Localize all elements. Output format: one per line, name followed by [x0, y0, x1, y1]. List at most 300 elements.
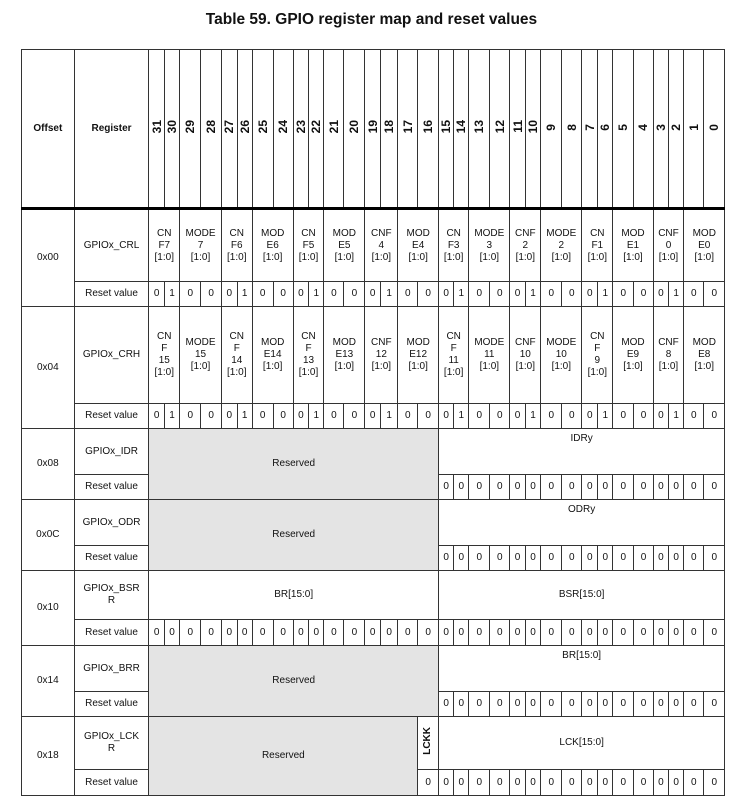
offset-cell: 0x08 — [22, 429, 75, 500]
bit-header-14 — [454, 50, 469, 209]
offset-header: Offset — [22, 50, 75, 209]
bit-number: 10 — [526, 119, 540, 134]
reset-bit: 1 — [237, 404, 252, 429]
reset-bit: 0 — [490, 475, 510, 500]
reset-bit: 0 — [653, 404, 668, 429]
reset-bit: 0 — [653, 770, 668, 796]
bit-field: MOD E1 [1:0] — [613, 209, 653, 282]
bit-number: 3 — [653, 123, 668, 131]
reset-bit: 0 — [613, 404, 634, 429]
reset-bit: 0 — [164, 620, 179, 646]
bit-header-0 — [704, 50, 725, 209]
register-name: GPIOx_BRR — [74, 646, 149, 692]
reset-bit: 0 — [510, 404, 525, 429]
reset-bit: 0 — [398, 404, 418, 429]
reset-bit: 0 — [293, 620, 309, 646]
bit-field: LCK[15:0] — [439, 717, 725, 770]
bit-number: 20 — [347, 119, 362, 134]
bit-header-11 — [510, 50, 525, 209]
bit-field: MOD E12 [1:0] — [398, 307, 439, 404]
reset-bit: 0 — [454, 475, 469, 500]
bit-number: 5 — [616, 123, 631, 131]
bit-header-3 — [653, 50, 668, 209]
bit-header-23 — [293, 50, 309, 209]
bit-number: 17 — [400, 119, 415, 134]
register-row — [22, 209, 725, 282]
reset-bit: 1 — [669, 282, 684, 307]
bit-number: 16 — [421, 119, 436, 134]
bit-header-9 — [541, 50, 562, 209]
bit-field: CN F6 [1:0] — [221, 209, 252, 282]
reset-bit: 0 — [634, 546, 653, 571]
reset-value-label: Reset value — [74, 692, 149, 717]
header-row — [22, 50, 725, 209]
reset-bit: 0 — [273, 282, 293, 307]
reset-bit: 0 — [469, 546, 490, 571]
bit-field: MOD E9 [1:0] — [613, 307, 653, 404]
bit-header-24 — [273, 50, 293, 209]
table-title: Table 59. GPIO register map and reset values — [205, 11, 538, 28]
reset-bit: 0 — [634, 692, 653, 717]
reset-bit: 0 — [510, 282, 525, 307]
reset-bit: 1 — [454, 404, 469, 429]
register-row — [22, 500, 725, 546]
reset-bit: 0 — [669, 692, 684, 717]
reset-bit: 0 — [273, 404, 293, 429]
reset-bit: 0 — [221, 620, 237, 646]
reset-bit: 0 — [684, 404, 704, 429]
bit-field: MODE 7 [1:0] — [180, 209, 222, 282]
bit-header-21 — [324, 50, 344, 209]
bit-number: 8 — [564, 123, 579, 131]
bit-number: 13 — [472, 119, 487, 134]
reset-bit: 0 — [598, 475, 613, 500]
reset-bit: 0 — [324, 282, 344, 307]
bit-header-19 — [365, 50, 381, 209]
reset-bit: 0 — [684, 546, 704, 571]
bit-field: MOD E13 [1:0] — [324, 307, 365, 404]
register-name: GPIOx_IDR — [74, 429, 149, 475]
reset-value-label: Reset value — [74, 282, 149, 307]
reset-bit: 0 — [324, 404, 344, 429]
register-row — [22, 307, 725, 404]
reset-bit: 0 — [221, 404, 237, 429]
bit-field: CNF 4 [1:0] — [365, 209, 398, 282]
reset-bit: 0 — [634, 475, 653, 500]
reset-bit: 0 — [490, 404, 510, 429]
reset-bit: 0 — [510, 546, 525, 571]
reset-bit: 0 — [439, 404, 454, 429]
bit-number: 18 — [382, 119, 397, 134]
reset-value-label: Reset value — [74, 620, 149, 646]
reset-bit: 0 — [634, 770, 653, 796]
reset-bit: 0 — [439, 692, 454, 717]
reset-bit: 0 — [381, 620, 398, 646]
bit-number: 11 — [510, 120, 525, 133]
reserved-cell: Reserved — [149, 646, 439, 717]
reset-bit: 0 — [525, 620, 541, 646]
bit-number: 26 — [237, 119, 252, 134]
reset-bit: 0 — [582, 770, 598, 796]
reset-bit: 0 — [293, 404, 309, 429]
reset-bit: 0 — [490, 282, 510, 307]
reset-bit: 0 — [273, 620, 293, 646]
bit-header-6 — [598, 50, 613, 209]
bit-number: 2 — [669, 123, 684, 131]
reset-bit: 0 — [541, 282, 562, 307]
reset-value-row — [22, 282, 725, 307]
reset-bit: 0 — [309, 620, 324, 646]
reset-bit: 1 — [525, 404, 541, 429]
reset-bit: 0 — [490, 770, 510, 796]
reset-bit: 0 — [510, 692, 525, 717]
reset-bit: 1 — [164, 404, 179, 429]
bit-number: 22 — [309, 119, 324, 134]
bit-field: MOD E8 [1:0] — [684, 307, 725, 404]
bit-header-8 — [562, 50, 582, 209]
reset-bit: 0 — [669, 546, 684, 571]
bit-field: MODE 10 [1:0] — [541, 307, 582, 404]
bit-header-22 — [309, 50, 324, 209]
bit-header-29 — [180, 50, 201, 209]
reset-bit: 0 — [454, 546, 469, 571]
bit-number: 1 — [686, 123, 701, 131]
bit-header-15 — [439, 50, 454, 209]
reset-bit: 0 — [684, 282, 704, 307]
bit-field: CN F 14 [1:0] — [221, 307, 252, 404]
register-name: GPIOx_ODR — [74, 500, 149, 546]
reset-bit: 0 — [510, 620, 525, 646]
register-name: GPIOx_BSR R — [74, 571, 149, 620]
reset-bit: 0 — [469, 770, 490, 796]
bit-number: 15 — [439, 119, 454, 134]
reset-bit: 0 — [418, 404, 439, 429]
bit-header-26 — [237, 50, 252, 209]
reset-bit: 0 — [252, 282, 273, 307]
reset-bit: 0 — [201, 620, 222, 646]
reset-bit: 0 — [684, 770, 704, 796]
bit-field: CN F7 [1:0] — [149, 209, 180, 282]
reset-bit: 0 — [582, 475, 598, 500]
bit-field: CN F 15 [1:0] — [149, 307, 180, 404]
reset-bit: 0 — [598, 770, 613, 796]
bit-header-7 — [582, 50, 598, 209]
reset-value-row — [22, 404, 725, 429]
lckk-bit — [418, 717, 439, 770]
bit-header-16 — [418, 50, 439, 209]
reset-bit: 0 — [653, 692, 668, 717]
bit-header-25 — [252, 50, 273, 209]
reset-bit: 0 — [613, 546, 634, 571]
reset-bit: 0 — [653, 546, 668, 571]
reset-bit: 0 — [365, 282, 381, 307]
offset-cell: 0x18 — [22, 717, 75, 796]
reset-bit: 0 — [669, 770, 684, 796]
reset-bit: 0 — [704, 692, 725, 717]
bit-field: CN F 9 [1:0] — [582, 307, 613, 404]
bit-field: CN F 13 [1:0] — [293, 307, 324, 404]
reset-bit: 0 — [418, 620, 439, 646]
bit-number: 9 — [544, 123, 559, 131]
reset-bit: 0 — [541, 546, 562, 571]
bit-header-17 — [398, 50, 418, 209]
register-row — [22, 717, 725, 770]
reset-bit: 1 — [598, 282, 613, 307]
bit-header-2 — [669, 50, 684, 209]
reset-bit: 0 — [562, 692, 582, 717]
bit-number: 31 — [149, 119, 164, 134]
offset-cell: 0x10 — [22, 571, 75, 646]
reset-value-label: Reset value — [74, 546, 149, 571]
offset-cell: 0x04 — [22, 307, 75, 429]
register-row — [22, 646, 725, 692]
reset-bit: 0 — [439, 475, 454, 500]
reset-value-row — [22, 620, 725, 646]
reset-bit: 0 — [201, 404, 222, 429]
bit-header-27 — [221, 50, 237, 209]
bit-field: CN F1 [1:0] — [582, 209, 613, 282]
reset-bit: 0 — [439, 546, 454, 571]
bit-field: MOD E0 [1:0] — [684, 209, 725, 282]
reset-bit: 0 — [344, 620, 365, 646]
bit-number: 23 — [293, 119, 308, 134]
bit-number: 28 — [204, 119, 219, 134]
reset-bit: 0 — [704, 282, 725, 307]
reset-bit: 0 — [598, 692, 613, 717]
reset-bit: 0 — [598, 620, 613, 646]
bit-field: MODE 11 [1:0] — [469, 307, 510, 404]
reset-bit: 0 — [469, 692, 490, 717]
reset-bit: 0 — [613, 692, 634, 717]
reset-bit: 1 — [381, 282, 398, 307]
reset-bit: 0 — [439, 770, 454, 796]
bit-field: CN F5 [1:0] — [293, 209, 324, 282]
bit-field: MOD E6 [1:0] — [252, 209, 293, 282]
reset-value-label: Reset value — [74, 770, 149, 796]
bit-field: BR[15:0] — [439, 646, 725, 692]
reset-bit: 1 — [309, 404, 324, 429]
reset-bit: 0 — [582, 692, 598, 717]
bit-header-30 — [164, 50, 179, 209]
reset-bit: 0 — [541, 404, 562, 429]
reset-bit: 0 — [541, 770, 562, 796]
bit-field: CNF 8 [1:0] — [653, 307, 684, 404]
reset-bit: 0 — [439, 282, 454, 307]
register-name: GPIOx_CRL — [74, 209, 149, 282]
reset-bit: 0 — [562, 404, 582, 429]
reset-bit: 0 — [562, 546, 582, 571]
reset-bit: 0 — [653, 282, 668, 307]
reset-bit: 0 — [344, 282, 365, 307]
reset-bit: 0 — [562, 475, 582, 500]
reset-bit: 0 — [562, 282, 582, 307]
reset-bit: 0 — [541, 620, 562, 646]
register-row — [22, 571, 725, 620]
offset-cell: 0x00 — [22, 209, 75, 307]
reset-bit: 0 — [149, 404, 165, 429]
reset-bit: 0 — [684, 692, 704, 717]
bit-field: MOD E5 [1:0] — [324, 209, 365, 282]
bit-header-4 — [634, 50, 653, 209]
reset-bit: 1 — [237, 282, 252, 307]
reset-value-label: Reset value — [74, 475, 149, 500]
reset-bit: 0 — [613, 620, 634, 646]
reset-bit: 0 — [365, 620, 381, 646]
reset-bit: 1 — [669, 404, 684, 429]
reset-bit: 0 — [454, 692, 469, 717]
reset-bit: 0 — [634, 620, 653, 646]
reset-bit: 0 — [613, 770, 634, 796]
reset-bit: 0 — [180, 620, 201, 646]
bit-header-5 — [613, 50, 634, 209]
reset-bit: 0 — [634, 282, 653, 307]
reset-bit: 1 — [454, 282, 469, 307]
bit-number: 27 — [222, 119, 237, 134]
reset-value-label: Reset value — [74, 404, 149, 429]
lckk-label: LCKK — [422, 727, 434, 755]
reserved-cell: Reserved — [149, 429, 439, 500]
reset-bit: 0 — [613, 282, 634, 307]
bit-field: CNF 12 [1:0] — [365, 307, 398, 404]
bit-header-12 — [490, 50, 510, 209]
reserved-cell: Reserved — [149, 717, 418, 796]
reset-bit: 0 — [439, 620, 454, 646]
offset-cell: 0x14 — [22, 646, 75, 717]
bit-field: CN F3 [1:0] — [439, 209, 469, 282]
reset-bit: 0 — [510, 475, 525, 500]
reset-bit: 0 — [344, 404, 365, 429]
reset-bit: 0 — [704, 546, 725, 571]
reset-bit: 1 — [309, 282, 324, 307]
reset-bit: 0 — [704, 620, 725, 646]
bit-number: 0 — [707, 123, 722, 131]
bit-number: 6 — [598, 123, 613, 131]
bit-header-1 — [684, 50, 704, 209]
bit-number: 29 — [183, 119, 198, 134]
bit-number: 21 — [326, 119, 341, 134]
reset-bit: 0 — [613, 475, 634, 500]
reset-bit: 0 — [582, 546, 598, 571]
offset-cell: 0x0C — [22, 500, 75, 571]
register-name: GPIOx_LCK R — [74, 717, 149, 770]
bit-header-13 — [469, 50, 490, 209]
bit-field: BSR[15:0] — [439, 571, 725, 620]
reset-bit: 0 — [180, 404, 201, 429]
reset-bit: 0 — [541, 475, 562, 500]
bit-number: 25 — [255, 119, 270, 134]
bit-number: 4 — [636, 123, 651, 131]
reset-bit: 0 — [418, 770, 439, 796]
reset-bit: 0 — [634, 404, 653, 429]
reset-bit: 0 — [293, 282, 309, 307]
reset-bit: 1 — [525, 282, 541, 307]
bit-field: CNF 2 [1:0] — [510, 209, 541, 282]
reset-bit: 1 — [381, 404, 398, 429]
bit-number: 19 — [365, 119, 380, 134]
bit-number: 14 — [454, 119, 469, 134]
reset-bit: 0 — [562, 620, 582, 646]
bit-field: MODE 2 [1:0] — [541, 209, 582, 282]
reset-bit: 0 — [704, 770, 725, 796]
reset-bit: 0 — [684, 475, 704, 500]
bit-number: 7 — [582, 123, 597, 131]
reserved-cell: Reserved — [149, 500, 439, 571]
reset-bit: 0 — [490, 692, 510, 717]
reset-bit: 0 — [398, 282, 418, 307]
bit-field: MODE 15 [1:0] — [180, 307, 222, 404]
reset-bit: 0 — [469, 282, 490, 307]
reset-bit: 0 — [582, 282, 598, 307]
reset-bit: 0 — [525, 475, 541, 500]
reset-bit: 0 — [237, 620, 252, 646]
bit-header-31 — [149, 50, 165, 209]
reset-bit: 0 — [180, 282, 201, 307]
reset-bit: 0 — [490, 620, 510, 646]
bit-header-10 — [525, 50, 541, 209]
reset-bit: 0 — [149, 620, 165, 646]
bit-field: IDRy — [439, 429, 725, 475]
reset-bit: 0 — [653, 620, 668, 646]
reset-bit: 0 — [525, 692, 541, 717]
bit-field: CNF 10 [1:0] — [510, 307, 541, 404]
reset-bit: 0 — [469, 620, 490, 646]
reset-bit: 0 — [252, 620, 273, 646]
reset-bit: 0 — [454, 770, 469, 796]
reset-bit: 0 — [525, 770, 541, 796]
reset-bit: 0 — [525, 546, 541, 571]
bit-number: 30 — [165, 119, 180, 134]
reset-bit: 0 — [541, 692, 562, 717]
reset-bit: 0 — [582, 620, 598, 646]
reset-bit: 0 — [510, 770, 525, 796]
reset-bit: 0 — [704, 404, 725, 429]
reset-bit: 0 — [582, 404, 598, 429]
reset-bit: 0 — [684, 620, 704, 646]
reset-bit: 0 — [201, 282, 222, 307]
reset-bit: 0 — [669, 620, 684, 646]
bit-number: 12 — [492, 119, 507, 134]
reset-bit: 0 — [469, 475, 490, 500]
reset-bit: 0 — [418, 282, 439, 307]
register-name: GPIOx_CRH — [74, 307, 149, 404]
reset-bit: 0 — [365, 404, 381, 429]
bit-field: ODRy — [439, 500, 725, 546]
bit-header-28 — [201, 50, 222, 209]
bit-number: 24 — [276, 119, 291, 134]
bit-field: CNF 0 [1:0] — [653, 209, 684, 282]
reset-bit: 0 — [221, 282, 237, 307]
reset-bit: 1 — [598, 404, 613, 429]
gpio-register-map-table — [21, 49, 725, 796]
reset-bit: 0 — [653, 475, 668, 500]
reset-bit: 0 — [398, 620, 418, 646]
reset-bit: 1 — [164, 282, 179, 307]
reset-bit: 0 — [469, 404, 490, 429]
bit-field-high: BR[15:0] — [149, 571, 439, 620]
reset-bit: 0 — [562, 770, 582, 796]
bit-field: MOD E14 [1:0] — [252, 307, 293, 404]
register-row — [22, 429, 725, 475]
bit-header-18 — [381, 50, 398, 209]
register-header: Register — [74, 50, 149, 209]
reset-bit: 0 — [252, 404, 273, 429]
reset-bit: 0 — [598, 546, 613, 571]
reset-bit: 0 — [490, 546, 510, 571]
bit-field: CN F 11 [1:0] — [439, 307, 469, 404]
reset-bit: 0 — [704, 475, 725, 500]
bit-field: MODE 3 [1:0] — [469, 209, 510, 282]
bit-header-20 — [344, 50, 365, 209]
